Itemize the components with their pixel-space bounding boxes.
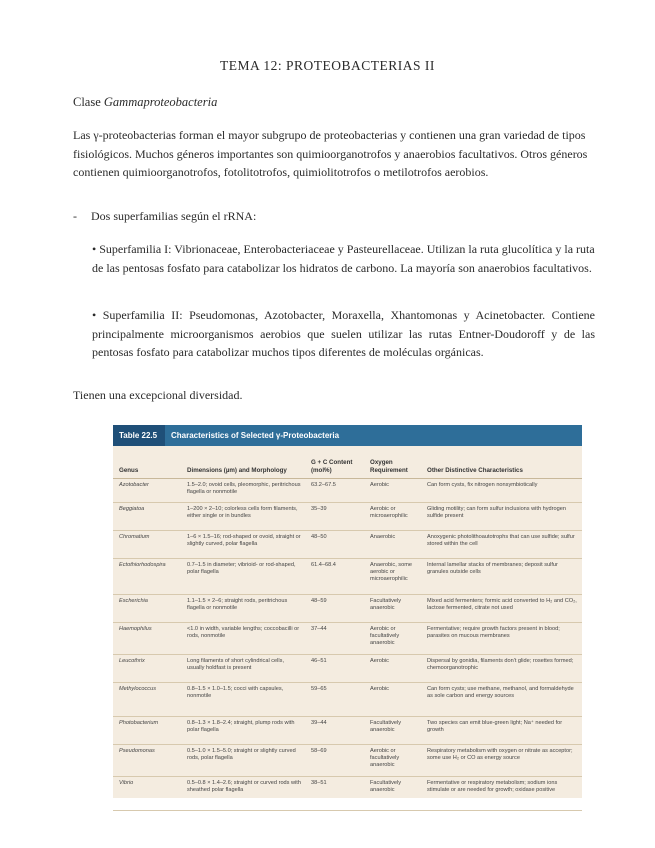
table-cell: 1.1–1.5 × 2–6; straight rods, peritrichous flagella or nonmotile: [187, 598, 288, 612]
bullet-superfamilies: [73, 209, 256, 224]
table-cell: Can form cysts, fix nitrogen nonsymbiotically: [427, 482, 538, 488]
column-header: Dimensions (µm) and Morphology: [187, 466, 287, 474]
column-header: Other Distinctive Characteristics: [427, 466, 523, 474]
table-body: [113, 479, 582, 811]
table-cell: 48–50: [311, 534, 327, 540]
table-cell: 61.4–68.4: [311, 562, 336, 568]
table-cell: Mixed acid fermenters; formic acid converted to H₂ and CO₂, lactose fermented, citrate not used: [427, 598, 577, 612]
table-cell: 48–59: [311, 598, 327, 604]
table-row: [113, 479, 582, 503]
table-cell: 35–39: [311, 506, 327, 512]
table-cell: 38–51: [311, 780, 327, 786]
table-number: Table 22.5: [113, 425, 165, 446]
column-header: G + C Content (mol%): [311, 459, 353, 474]
table-cell: Escherichia: [119, 598, 148, 604]
table-cell: Aerobic: [370, 686, 389, 692]
table-cell: Aerobic or facultatively anaerobic: [370, 748, 400, 769]
table-header-bar: [113, 425, 582, 446]
table-row: [113, 717, 582, 745]
table-cell: 1–6 × 1.5–16; rod-shaped or ovoid, straight or slightly curved, polar flagella: [187, 534, 301, 548]
table-cell: Respiratory metabolism with oxygen or nitrate as acceptor; some use H₂ or CO as energy source: [427, 748, 573, 762]
table-cell: Photobacterium: [119, 720, 159, 726]
table-cell: 1.5–2.0; ovoid cells, pleomorphic, peritrichous flagella or nonmotile: [187, 482, 301, 496]
bullet-text: Dos superfamilias según el rRNA:: [91, 209, 257, 223]
table-cell: Methylococcus: [119, 686, 156, 692]
table-cell: Ectothiorhodospira: [119, 562, 166, 568]
table-cell: Azotobacter: [119, 482, 149, 488]
table-cell: 37–44: [311, 626, 327, 632]
table-cell: 0.8–1.3 × 1.8–2.4; straight, plump rods with polar flagella: [187, 720, 295, 734]
table-cell: Chromatium: [119, 534, 150, 540]
table-figure: [111, 410, 584, 798]
table-cell: 39–44: [311, 720, 327, 726]
table-cell: Aerobic or facultatively anaerobic: [370, 626, 400, 647]
table-cell: Aerobic or microaerophilic: [370, 506, 408, 520]
bullet-marker: -: [73, 209, 77, 223]
closing-sentence: Tienen una excepcional diversidad.: [73, 388, 243, 402]
table-row: [113, 559, 582, 595]
table-cell: Dispersal by gonidia, filaments don't glide; rosettes formed; chemoorganotrophic: [427, 658, 574, 672]
table-cell: Gliding motility; can form sulfur inclusions with hydrogen sulfide present: [427, 506, 566, 520]
table-column-headers: [113, 446, 582, 479]
table-row: [113, 745, 582, 777]
table-cell: Facultatively anaerobic: [370, 720, 402, 734]
table-cell: 46–51: [311, 658, 327, 664]
table-cell: Long filaments of short cylindrical cells, usually holdfast is present: [187, 658, 285, 672]
table-title: Characteristics of Selected γ-Proteobacteria: [165, 425, 582, 446]
class-name: Gammaproteobacteria: [103, 95, 218, 109]
table-cell: 0.5–1.0 × 1.5–5.0; straight or slightly curved rods, polar flagella: [187, 748, 296, 762]
table-cell: Aerobic: [370, 658, 389, 664]
column-header: Oxygen Requirement: [370, 459, 408, 474]
table-cell: Anaerobic, some aerobic or microaerophilic: [370, 562, 412, 583]
table-row: [113, 595, 582, 623]
table-cell: Anoxygenic photolithoautotrophs that can use sulfide; sulfur stored within the cell: [427, 534, 575, 548]
table-cell: Two species can emit blue-green light; Na⁺ needed for growth: [427, 720, 563, 734]
table-cell: Internal lamellar stacks of membranes; deposit sulfur granules outside cells: [427, 562, 558, 576]
table-cell: Anaerobic: [370, 534, 396, 540]
intro-paragraph: Las γ-proteobacterias forman el mayor subgrupo de proteobacterias y contienen una gran variedad de tipos fisiológicos. Muchos géneros importantes son quimioorganotrofos y anaerobios facultativos. Otros géneros contienen quimioorganotrofos, fotolitotrofos, quimiolitotrofos o metilotrofos aerobios.: [73, 128, 588, 179]
table-cell: 1–200 × 2–10; colorless cells form filaments, either single or in bundles: [187, 506, 298, 520]
column-header: Genus: [119, 466, 139, 474]
table-cell: <1.0 in width, variable lengths; coccobacilli or rods, nonmotile: [187, 626, 300, 640]
superfamily-2-paragraph: • Superfamilia II: Pseudomonas, Azotobacter, Moraxella, Xhantomonas y Acinetobacter. Contiene principalmente microorganismos aerobios que suelen utilizar las rutas Entner-Doudoroff y de las pentosas fosfato para catabolizar muchos tipos diferentes de moléculas orgánicas.: [92, 308, 595, 359]
class-heading: [73, 95, 217, 110]
table-cell: Fermentative or respiratory metabolism; sodium ions stimulate or are needed for growth; oxidase positive: [427, 780, 558, 794]
table-cell: 0.7–1.5 in diameter; vibrioid- or rod-shaped, polar flagella: [187, 562, 296, 576]
table-row: [113, 503, 582, 531]
table-cell: 63.2–67.5: [311, 482, 336, 488]
superfamily-1-paragraph: • Superfamilia I: Vibrionaceae, Enterobacteriaceae y Pasteurellaceae. Utilizan la ruta glucolítica y la ruta de las pentosas fosfato para catabolizar los hidratos de carbono. La mayoría son anaerobios facultativos.: [92, 242, 595, 275]
table-cell: Leucothrix: [119, 658, 145, 664]
table-cell: Vibrio: [119, 780, 134, 786]
table-cell: 0.5–0.8 × 1.4–2.6; straight or curved rods with sheathed polar flagella: [187, 780, 301, 794]
table-row: [113, 655, 582, 683]
table-cell: Facultatively anaerobic: [370, 598, 402, 612]
table-row: [113, 683, 582, 717]
table-row: [113, 623, 582, 655]
table-cell: Beggiatoa: [119, 506, 145, 512]
table-cell: Pseudomonas: [119, 748, 155, 754]
table-cell: Fermentative; require growth factors present in blood; parasites on mucous membranes: [427, 626, 560, 640]
characteristics-table: [113, 425, 582, 798]
table-cell: 59–65: [311, 686, 327, 692]
class-prefix: Clase: [73, 95, 104, 109]
table-row: [113, 777, 582, 811]
table-cell: Aerobic: [370, 482, 389, 488]
table-cell: Can form cysts; use methane, methanol, and formaldehyde as sole carbon and energy sources: [427, 686, 574, 700]
table-cell: 0.8–1.5 × 1.0–1.5; cocci with capsules, nonmotile: [187, 686, 284, 700]
table-cell: 58–69: [311, 748, 327, 754]
table-row: [113, 531, 582, 559]
table-cell: Haemophilus: [119, 626, 152, 632]
page-title: TEMA 12: PROTEOBACTERIAS II: [220, 58, 435, 73]
table-cell: Facultatively anaerobic: [370, 780, 402, 794]
